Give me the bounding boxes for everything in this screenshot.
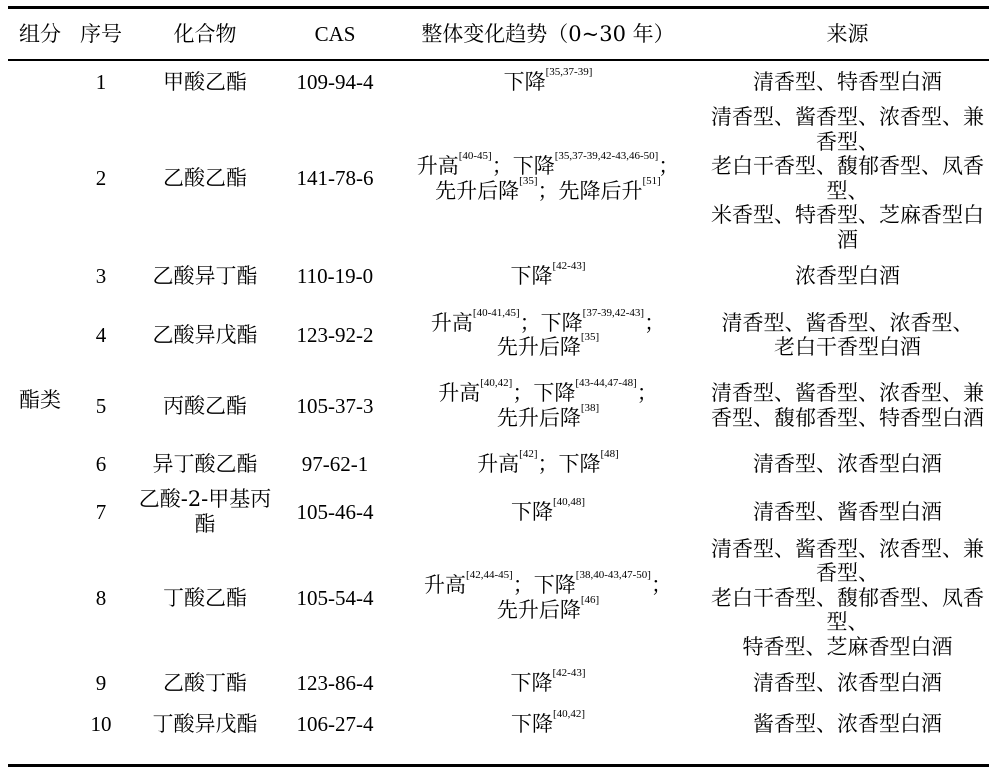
- source-cell: [706, 370, 989, 441]
- trend-cell: [390, 441, 706, 487]
- source-line: 清香型、浓香型白酒: [753, 452, 942, 477]
- citation-ref: [42-43]: [552, 667, 586, 680]
- citation-ref: [37-39,42-43]: [582, 306, 645, 319]
- trend-text: ；: [650, 573, 672, 598]
- cas-number: 123-86-4: [296, 671, 374, 696]
- citation-ref: [40,42]: [480, 377, 513, 390]
- trend-text: ；下降: [512, 381, 576, 406]
- trend-line: [390, 569, 706, 598]
- compound-name: 乙酸乙酯: [163, 166, 247, 191]
- citation-ref: [46]: [580, 593, 600, 606]
- cas-number: 109-94-4: [296, 69, 374, 94]
- trend-line: [390, 708, 706, 737]
- compound-name: 甲酸乙酯: [163, 69, 247, 94]
- trend-text: 升高: [416, 154, 459, 179]
- trend-text: ；: [636, 381, 658, 406]
- row-number: 4: [95, 323, 107, 348]
- trend-text: ；: [658, 154, 680, 179]
- citation-ref: [42,44-45]: [466, 569, 513, 582]
- trend-text: ；下降: [537, 452, 601, 477]
- compound-name: 乙酸异戊酯: [152, 323, 258, 348]
- source-line: 清香型、酱香型白酒: [753, 499, 942, 524]
- source-line: 老白干香型白酒: [774, 335, 921, 360]
- compound-name: 丙酸乙酯: [163, 393, 247, 418]
- compound-name: 异丁酸乙酯: [152, 452, 258, 477]
- row-number: 8: [95, 585, 107, 610]
- cas-number: 105-54-4: [296, 585, 374, 610]
- header-source: 来源: [826, 21, 869, 46]
- cas-number: 123-92-2: [296, 323, 374, 348]
- compound-name: 乙酸-2-甲基丙酯: [138, 487, 272, 536]
- trend-line: [390, 65, 706, 95]
- compound-name: 乙酸异丁酯: [152, 264, 258, 289]
- trend-cell: [390, 300, 706, 370]
- source-line: 老白干香型、馥郁香型、凤香型、: [711, 585, 984, 635]
- compound-name: 丁酸乙酯: [163, 585, 247, 610]
- trend-text: 下降: [510, 499, 553, 524]
- trend-cell: [390, 537, 706, 660]
- citation-ref: [35,37-39,42-43,46-50]: [554, 150, 659, 163]
- table-row: [8, 252, 989, 300]
- citation-ref: [40,48]: [552, 495, 586, 508]
- group-cell: 酯类: [19, 387, 61, 412]
- trend-text: 先升后降: [496, 597, 581, 622]
- citation-ref: [40-41,45]: [472, 306, 520, 319]
- citation-ref: [43-44,47-48]: [575, 377, 637, 390]
- header-trend: 整体变化趋势（0~30 年）: [421, 21, 675, 46]
- table-row: [8, 537, 989, 660]
- row-number: 2: [95, 166, 107, 191]
- header-no: 序号: [80, 21, 122, 46]
- trend-line: [390, 448, 706, 477]
- trend-text: ；先降后升: [537, 178, 643, 203]
- row-number: 6: [95, 452, 107, 477]
- trend-text: 下降: [503, 69, 546, 94]
- row-number: 7: [95, 499, 107, 524]
- source-line: 香型、馥郁香型、特香型白酒: [711, 405, 984, 430]
- table-row: [8, 370, 989, 441]
- citation-ref: [38,40-43,47-50]: [575, 569, 651, 582]
- header-compound: 化合物: [173, 21, 237, 46]
- source-line: 老白干香型、馥郁香型、凤香型、: [711, 154, 984, 203]
- source-line: 清香型、酱香型、浓香型、兼香型、: [711, 536, 984, 586]
- table-row: [8, 105, 989, 252]
- table-row: [8, 300, 989, 370]
- trend-line: [390, 377, 706, 406]
- source-line: 特香型、芝麻香型白酒: [742, 634, 953, 659]
- source-line: 清香型、酱香型、浓香型、兼: [711, 381, 984, 406]
- table-row: [8, 487, 989, 536]
- source-cell: [706, 707, 989, 741]
- trend-text: ；下降: [491, 154, 555, 179]
- trend-cell: [390, 105, 706, 252]
- trend-text: 先升后降: [435, 178, 520, 203]
- trend-text: 下降: [510, 671, 553, 696]
- table-row: [8, 441, 989, 487]
- source-line: 米香型、特香型、芝麻香型白酒: [711, 203, 984, 252]
- compound-name: 乙酸丁酯: [163, 671, 247, 696]
- source-cell: [706, 59, 989, 105]
- table-bottom-rule: [8, 764, 989, 767]
- row-number: 5: [95, 393, 107, 418]
- citation-ref: [42-43]: [552, 260, 586, 273]
- trend-line: [390, 260, 706, 289]
- trend-cell: [390, 370, 706, 441]
- trend-cell: [390, 59, 706, 105]
- trend-text: ；下降: [512, 573, 576, 598]
- table-row: [8, 59, 989, 105]
- trend-line: [390, 495, 706, 525]
- header-group: 组分: [19, 21, 61, 46]
- trend-text: ；: [644, 310, 666, 335]
- trend-text: ；下降: [519, 310, 583, 335]
- source-line: 酱香型、浓香型白酒: [753, 712, 942, 737]
- trend-text: 下降: [510, 264, 553, 289]
- citation-ref: [40,42]: [552, 708, 586, 721]
- citation-ref: [35]: [580, 331, 600, 344]
- citation-ref: [42]: [519, 448, 538, 461]
- row-number: 10: [90, 712, 112, 737]
- source-line: 浓香型白酒: [795, 264, 900, 289]
- row-number: 3: [95, 264, 107, 289]
- trend-cell: [390, 707, 706, 741]
- source-cell: [706, 105, 989, 252]
- table-row: [8, 707, 989, 741]
- trend-text: 先升后降: [496, 335, 581, 360]
- trend-line: [390, 401, 706, 431]
- row-number: 1: [95, 69, 107, 94]
- trend-line: [390, 593, 706, 623]
- table-row: [8, 659, 989, 707]
- cas-number: 106-27-4: [296, 712, 374, 737]
- source-cell: [706, 487, 989, 536]
- source-line: 清香型、酱香型、浓香型、兼香型、: [711, 105, 984, 154]
- trend-text: 升高: [438, 381, 481, 406]
- citation-ref: [35,37-39]: [545, 65, 593, 78]
- citation-ref: [40-45]: [458, 150, 492, 163]
- citation-ref: [35]: [519, 174, 538, 187]
- trend-text: 升高: [477, 452, 520, 477]
- source-cell: [706, 300, 989, 370]
- trend-text: 升高: [430, 310, 473, 335]
- trend-line: [390, 174, 706, 204]
- source-line: 清香型、浓香型白酒: [753, 671, 942, 696]
- trend-text: 先升后降: [496, 405, 581, 430]
- citation-ref: [38]: [580, 401, 600, 414]
- source-cell: [706, 441, 989, 487]
- trend-cell: [390, 487, 706, 536]
- trend-text: 升高: [424, 573, 467, 598]
- source-line: 清香型、酱香型、浓香型、: [721, 310, 974, 335]
- trend-line: [390, 331, 706, 360]
- source-line: 清香型、特香型白酒: [753, 69, 942, 94]
- header-cas: CAS: [314, 21, 356, 46]
- table-header-row: [8, 9, 989, 59]
- source-cell: [706, 659, 989, 707]
- citation-ref: [48]: [600, 448, 619, 461]
- cas-number: 105-37-3: [296, 393, 374, 418]
- trend-line: [390, 667, 706, 696]
- citation-ref: [51]: [642, 174, 661, 187]
- ester-compound-table: [8, 9, 989, 741]
- row-number: 9: [95, 671, 107, 696]
- trend-text: 下降: [510, 712, 553, 737]
- trend-line: [390, 306, 706, 336]
- cas-number: 97-62-1: [301, 452, 369, 477]
- source-cell: [706, 252, 989, 300]
- trend-cell: [390, 252, 706, 300]
- trend-cell: [390, 659, 706, 707]
- compound-name: 丁酸异戊酯: [152, 712, 258, 737]
- cas-number: 105-46-4: [296, 499, 374, 524]
- cas-number: 110-19-0: [296, 264, 374, 289]
- source-cell: [706, 537, 989, 660]
- cas-number: 141-78-6: [296, 166, 374, 191]
- table-body: [8, 59, 989, 741]
